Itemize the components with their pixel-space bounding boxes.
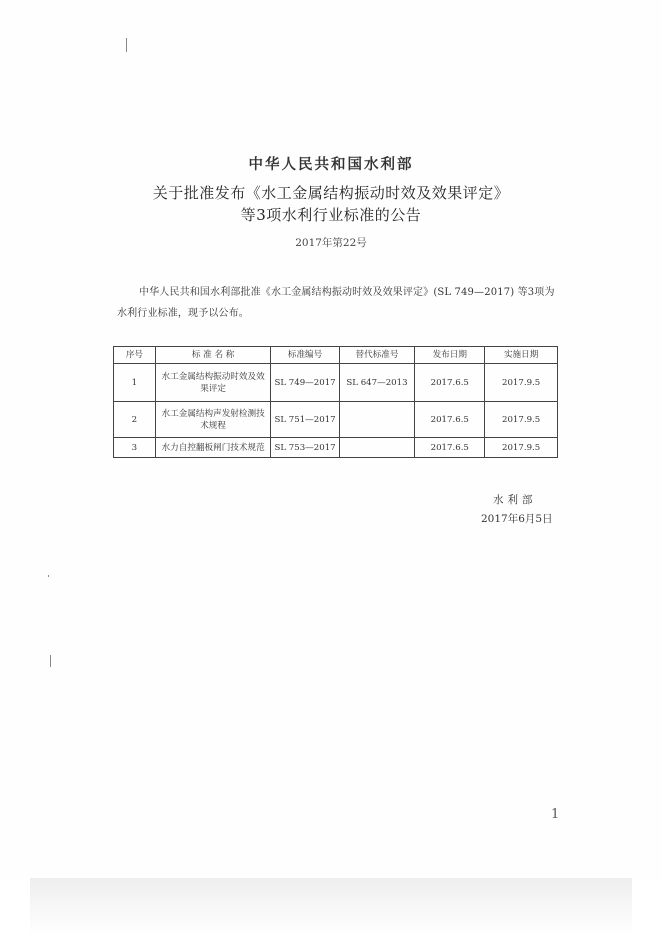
table-cell: 2017.9.5 <box>485 438 558 458</box>
page-shadow <box>30 878 632 936</box>
table-row <box>114 402 558 438</box>
ministry-heading: 中华人民共和国水利部 <box>248 156 414 173</box>
table-cell: 水工金属结构声发射检测技术规程 <box>155 402 271 438</box>
title-line-1: 关于批准发布《水工金属结构振动时效及效果评定》 <box>152 184 510 202</box>
table-cell <box>339 438 415 458</box>
announcement-paragraph: 中华人民共和国水利部批准《水工金属结构振动时效及效果评定》(SL 749—2017) 等3项为水利行业标准，现予以公布。 <box>117 287 555 319</box>
table-cell: SL 749—2017 <box>271 364 339 402</box>
column-header: 替代标准号 <box>339 347 415 364</box>
table-cell: 3 <box>114 438 156 458</box>
table-row <box>114 438 558 458</box>
table-cell: 水力自控翻板闸门技术规范 <box>155 438 271 458</box>
scan-mark <box>50 655 51 667</box>
issuer-signature: 水利部 <box>493 494 537 506</box>
title-line-2: 等3项水利行业标准的公告 <box>240 206 422 224</box>
table-cell: 水工金属结构振动时效及效果评定 <box>155 364 271 402</box>
table-cell: 2 <box>114 402 156 438</box>
table-cell: 2017.9.5 <box>485 402 558 438</box>
table-cell: 2017.6.5 <box>415 364 485 402</box>
table-cell <box>339 402 415 438</box>
table-header-row <box>114 347 558 364</box>
document-number: 2017年第22号 <box>295 237 367 249</box>
standards-table <box>113 346 558 458</box>
table-cell: 1 <box>114 364 156 402</box>
table-cell: SL 753—2017 <box>271 438 339 458</box>
column-header: 发布日期 <box>415 347 485 364</box>
table-cell: SL 751—2017 <box>271 402 339 438</box>
column-header: 标准编号 <box>271 347 339 364</box>
column-header: 标 准 名 称 <box>155 347 271 364</box>
table-cell: 2017.6.5 <box>415 402 485 438</box>
page-number: 1 <box>551 807 560 822</box>
issue-date: 2017年6月5日 <box>481 513 553 525</box>
scan-mark <box>126 38 127 52</box>
table-cell: 2017.9.5 <box>485 364 558 402</box>
column-header: 实施日期 <box>485 347 558 364</box>
column-header: 序号 <box>114 347 156 364</box>
table-cell: 2017.6.5 <box>415 438 485 458</box>
table-cell: SL 647—2013 <box>339 364 415 402</box>
scan-mark <box>48 575 49 577</box>
table-row <box>114 364 558 402</box>
